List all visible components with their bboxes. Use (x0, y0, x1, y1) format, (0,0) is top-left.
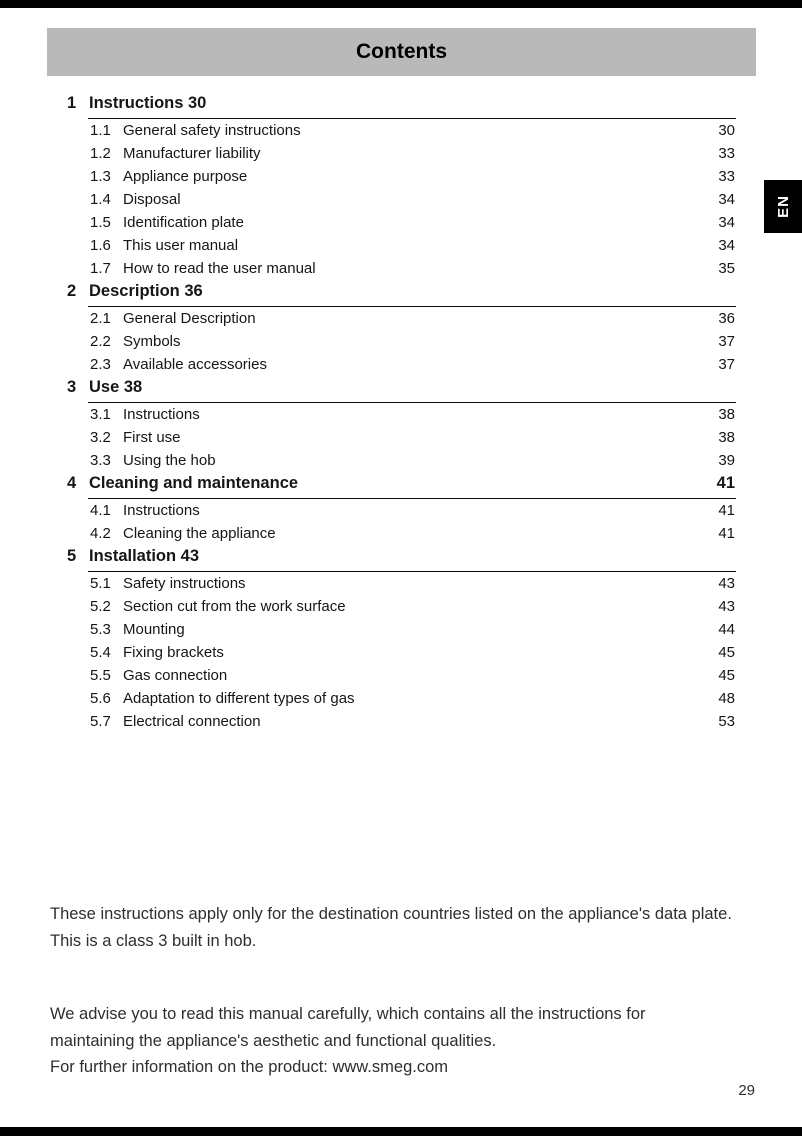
note-website: For further information on the product: www.smeg.com (50, 1058, 448, 1076)
toc-item-number: 2.3 (90, 356, 111, 373)
toc-item-number: 1.6 (90, 237, 111, 254)
toc-item (47, 595, 736, 618)
toc-section-number: 2 (67, 282, 77, 300)
toc-item-number: 1.2 (90, 145, 111, 162)
toc-item-page: 30 (718, 122, 735, 139)
toc-section (47, 547, 736, 733)
toc-section-header (47, 547, 736, 571)
toc-item-title: Gas connection (123, 667, 228, 684)
toc-item-number: 5.1 (90, 575, 111, 592)
toc-item-number: 5.7 (90, 713, 111, 730)
toc-item-page: 38 (718, 406, 735, 423)
toc-item-title: Section cut from the work surface (123, 598, 346, 615)
toc-item-page: 37 (718, 333, 735, 350)
toc-item-page: 34 (718, 191, 735, 208)
toc-item-page: 36 (718, 310, 735, 327)
toc-item-number: 5.3 (90, 621, 111, 638)
toc-item-title: General safety instructions (123, 122, 301, 139)
toc-item-title: This user manual (123, 237, 239, 254)
toc-item-title: General Description (123, 310, 256, 327)
toc-item-page: 45 (718, 667, 735, 684)
toc-item-title: Safety instructions (123, 575, 246, 592)
toc-item (47, 618, 736, 641)
toc-item-page: 34 (718, 214, 735, 231)
toc-item-page: 37 (718, 356, 735, 373)
toc-section-title: Installation 43 (89, 547, 200, 565)
toc-item-number: 2.2 (90, 333, 111, 350)
toc-section-title: Use 38 (89, 378, 143, 396)
toc-item (47, 641, 736, 664)
note-advise-line2: maintaining the appliance's aesthetic and functional qualities. (50, 1031, 497, 1050)
toc-item (47, 353, 736, 376)
toc-item (47, 188, 736, 211)
toc-item-title: Fixing brackets (123, 644, 224, 661)
toc-item-number: 5.2 (90, 598, 111, 615)
bottom-edge-bar (0, 1127, 802, 1136)
toc-item-page: 33 (718, 145, 735, 162)
toc-item-title: Appliance purpose (123, 168, 248, 185)
toc-item (47, 330, 736, 353)
toc-item-title: Disposal (123, 191, 181, 208)
toc-item-page: 43 (718, 598, 735, 615)
toc-section-number: 3 (67, 378, 77, 396)
toc-item-page: 45 (718, 644, 735, 661)
toc-item-title: Instructions (123, 502, 200, 519)
toc-item (47, 142, 736, 165)
toc-item (47, 307, 736, 330)
toc-item-title: Cleaning the appliance (123, 525, 276, 542)
note-destination-countries: These instructions apply only for the destination countries listed on the appliance's data plate. (50, 905, 732, 923)
toc-item-page: 39 (718, 452, 735, 469)
toc-item-number: 1.3 (90, 168, 111, 185)
toc-item-number: 5.6 (90, 690, 111, 707)
toc-item-number: 5.4 (90, 644, 111, 661)
table-of-contents (47, 92, 736, 733)
toc-section-title: Instructions 30 (89, 94, 207, 112)
toc-section-header (47, 94, 736, 118)
toc-item (47, 403, 736, 426)
toc-item-number: 4.1 (90, 502, 111, 519)
language-tab (764, 180, 802, 233)
toc-item-title: Available accessories (123, 356, 267, 373)
toc-section (47, 378, 736, 472)
toc-section-number: 5 (67, 547, 77, 565)
note-advise-line1: We advise you to read this manual carefully, which contains all the instructions for (50, 1005, 646, 1023)
toc-item (47, 499, 736, 522)
toc-item-title: First use (123, 429, 181, 446)
toc-item-page: 33 (718, 168, 735, 185)
toc-item-number: 3.1 (90, 406, 111, 423)
toc-item-number: 4.2 (90, 525, 111, 542)
toc-section-header (47, 282, 736, 306)
toc-item-page: 41 (718, 502, 735, 519)
toc-item (47, 664, 736, 687)
toc-item-title: Electrical connection (123, 713, 261, 730)
page-number: 29 (738, 1082, 755, 1099)
toc-item (47, 572, 736, 595)
language-tab-label: EN (774, 195, 792, 218)
toc-section-title: Cleaning and maintenance (89, 474, 299, 492)
toc-section (47, 474, 736, 545)
toc-item (47, 710, 736, 733)
toc-item-page: 41 (718, 525, 735, 542)
toc-item-title: Mounting (123, 621, 185, 638)
toc-item-number: 3.3 (90, 452, 111, 469)
toc-item-number: 3.2 (90, 429, 111, 446)
toc-item-page: 44 (718, 621, 735, 638)
toc-item (47, 211, 736, 234)
toc-item-title: Identification plate (123, 214, 244, 231)
toc-item-page: 35 (718, 260, 735, 277)
toc-item (47, 426, 736, 449)
toc-item-page: 34 (718, 237, 735, 254)
toc-item-title: Instructions (123, 406, 200, 423)
toc-item-number: 2.1 (90, 310, 111, 327)
note-class-3-hob: This is a class 3 built in hob. (50, 931, 257, 950)
toc-section (47, 94, 736, 280)
toc-section-page: 41 (716, 474, 735, 492)
toc-item-number: 5.5 (90, 667, 111, 684)
toc-item-title: Adaptation to different types of gas (123, 690, 355, 707)
toc-item-number: 1.4 (90, 191, 111, 208)
toc-item-number: 1.7 (90, 260, 111, 277)
toc-item-title: Symbols (123, 333, 181, 350)
toc-item (47, 522, 736, 545)
toc-section-number: 4 (67, 474, 77, 492)
toc-item (47, 687, 736, 710)
toc-item-title: Using the hob (123, 452, 216, 469)
toc-item-page: 53 (718, 713, 735, 730)
toc-item (47, 449, 736, 472)
toc-item-page: 38 (718, 429, 735, 446)
toc-section-number: 1 (67, 94, 77, 112)
page-title: Contents (356, 40, 447, 63)
toc-item-number: 1.5 (90, 214, 111, 231)
toc-item-title: Manufacturer liability (123, 145, 261, 162)
toc-section-title: Description 36 (89, 282, 203, 300)
toc-item-page: 48 (718, 690, 735, 707)
toc-item (47, 165, 736, 188)
toc-section (47, 282, 736, 376)
toc-section-header (47, 378, 736, 402)
contents-header-bar (47, 28, 756, 76)
toc-item-page: 43 (718, 575, 735, 592)
toc-section-header (47, 474, 736, 498)
toc-item (47, 257, 736, 280)
top-edge-bar (0, 0, 802, 8)
footer-notes (50, 901, 750, 1081)
toc-item-number: 1.1 (90, 122, 111, 139)
toc-item (47, 234, 736, 257)
toc-item-title: How to read the user manual (123, 260, 316, 277)
toc-item (47, 119, 736, 142)
